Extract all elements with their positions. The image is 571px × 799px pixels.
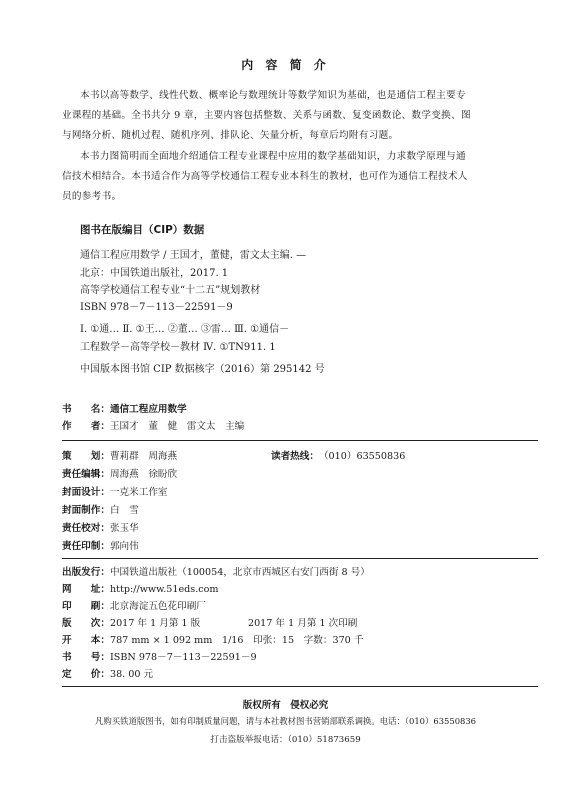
book-title-row bbox=[62, 403, 187, 417]
format-label: 开 本： bbox=[62, 635, 110, 646]
printer-value: 北京海淀五色花印刷厂 bbox=[109, 601, 206, 612]
plan-row bbox=[62, 450, 177, 464]
proof-row bbox=[62, 522, 139, 536]
cip-line-5: Ⅰ. ①通… Ⅱ. ①王… ②董… ③雷… Ⅲ. ①通信－ bbox=[80, 324, 290, 335]
book-author-label: 作 者： bbox=[62, 421, 110, 432]
printer-row bbox=[62, 600, 206, 614]
isbn-value: ISBN 978－7－113－22591－9 bbox=[109, 652, 257, 663]
book-title-value: 通信工程应用数学 bbox=[109, 404, 187, 415]
cover-make-label: 封面制作： bbox=[62, 505, 110, 516]
hotline-label: 读者热线： bbox=[271, 451, 319, 462]
edition-label: 版 次： bbox=[62, 618, 110, 629]
plan-label: 策 划： bbox=[62, 451, 110, 462]
edition-row bbox=[62, 617, 357, 631]
cip-heading: 图书在版编目（CIP）数据 bbox=[80, 224, 205, 236]
cip-line-6: 工程数学－高等学校－教材 Ⅳ. ①TN911. 1 bbox=[80, 342, 276, 353]
summary-para2-line1: 本书力图简明而全面地介绍通信工程专业课程中应用的数学基础知识，力求数学原理与通 bbox=[80, 151, 466, 162]
summary-para1-line3: 与网络分析、随机过程、随机序列、排队论、矢量分析，每章后均附有习题。 bbox=[62, 130, 399, 141]
print-manager-row bbox=[62, 540, 139, 554]
cip-line-3: 高等学校通信工程专业“十二五”规划教材 bbox=[80, 285, 261, 296]
hotline-row bbox=[271, 450, 405, 464]
plan-value: 曹莉群 周海燕 bbox=[109, 451, 178, 462]
isbn-row bbox=[62, 651, 257, 665]
cover-make-row bbox=[62, 504, 139, 518]
summary-title: 内 容 简 介 bbox=[241, 58, 330, 72]
price-row bbox=[62, 668, 153, 682]
divider-3 bbox=[62, 686, 538, 687]
cip-line-1: 通信工程应用数学 / 王国才，董健，雷文太主编. — bbox=[80, 250, 307, 261]
price-value: 38. 00 元 bbox=[109, 669, 154, 680]
price-label: 定 价： bbox=[62, 669, 110, 680]
print-manager-value: 郭向伟 bbox=[109, 541, 139, 552]
cover-design-row bbox=[62, 486, 168, 500]
cover-make-value: 白 雪 bbox=[109, 505, 139, 516]
publisher-row bbox=[62, 566, 370, 580]
edition-value: 2017 年 1 月第 1 版 bbox=[109, 618, 201, 629]
piracy-report: 打击盗版举报电话：（010）51873659 bbox=[210, 735, 361, 745]
publisher-value: 中国铁道出版社（100054，北京市西城区右安门西街 8 号） bbox=[109, 567, 370, 578]
book-title-label: 书 名： bbox=[62, 404, 110, 415]
format-value: 787 mm × 1 092 mm 1/16 印张：15 字数：370 千 bbox=[109, 635, 364, 646]
replacement-notice: 凡购买铁道版图书，如有印制质量问题，请与本社教材图书营销部联系调换。电话：（010）63550836 bbox=[94, 716, 477, 726]
publisher-label: 出版发行： bbox=[62, 567, 110, 578]
editor-label: 责任编辑： bbox=[62, 469, 110, 480]
cover-design-value: 一克米工作室 bbox=[109, 487, 168, 498]
editor-row bbox=[62, 468, 177, 482]
proof-label: 责任校对： bbox=[62, 523, 110, 534]
printer-label: 印 刷： bbox=[62, 601, 110, 612]
proof-value: 张玉华 bbox=[109, 523, 139, 534]
website-row bbox=[62, 583, 219, 597]
printing-value: 2017 年 1 月第 1 次印刷 bbox=[247, 618, 358, 629]
format-row bbox=[62, 634, 363, 648]
cover-design-label: 封面设计： bbox=[62, 487, 110, 498]
editor-value: 周海燕 徐盼欣 bbox=[109, 469, 178, 480]
summary-para2-line3: 员的参考书。 bbox=[62, 191, 122, 202]
summary-para2-line2: 信技术相结合。本书适合作为高等学校通信工程专业本科生的教材，也可作为通信工程技术人 bbox=[62, 171, 468, 182]
website-label: 网 址： bbox=[62, 584, 110, 595]
divider-2 bbox=[62, 558, 538, 559]
website-value: http://www.51eds.com bbox=[109, 584, 219, 595]
hotline-value: （010）63550836 bbox=[318, 451, 406, 462]
cip-line-7: 中国版本图书馆 CIP 数据核字（2016）第 295142 号 bbox=[80, 364, 325, 375]
print-manager-label: 责任印制： bbox=[62, 541, 110, 552]
cip-line-4: ISBN 978－7－113－22591－9 bbox=[80, 302, 233, 313]
summary-para1-line1: 本书以高等数学、线性代数、概率论与数理统计等数学知识为基础，也是通信工程主要专 bbox=[80, 90, 466, 101]
book-author-row bbox=[62, 420, 244, 434]
rights-notice: 版权所有 侵权必究 bbox=[242, 700, 329, 711]
cip-line-2: 北京：中国铁道出版社，2017. 1 bbox=[80, 268, 229, 279]
summary-para1-line2: 业课程的基础。全书共分 9 章，主要内容包括整数、关系与函数、复变函数论、数学变换、图 bbox=[62, 110, 471, 121]
book-author-value: 王国才 董 健 雷文太 主编 bbox=[109, 421, 245, 432]
isbn-label: 书 号： bbox=[62, 652, 110, 663]
divider-1 bbox=[62, 440, 538, 441]
